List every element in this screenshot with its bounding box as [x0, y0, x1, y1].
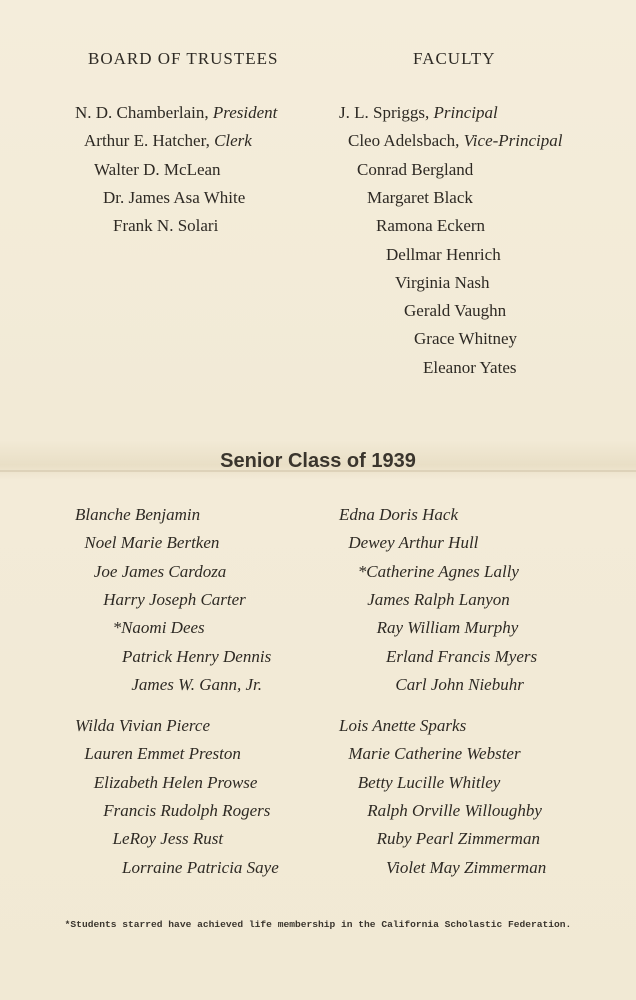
student-name: Francis Rudolph Rogers: [103, 800, 271, 820]
faculty-member: [376, 216, 485, 236]
faculty-member-name: Virginia Nash: [395, 272, 490, 292]
student-name: Blanche Benjamin: [75, 505, 201, 524]
student-name: *Naomi Dees: [112, 618, 205, 638]
student-name: Ruby Pearl Zimmerman: [376, 829, 540, 849]
faculty-member: [367, 188, 473, 208]
faculty-member-name: Ramona Eckern: [376, 216, 486, 236]
student-name: Lauren Emmet Preston: [84, 744, 241, 764]
faculty-member-name: Cleo Adelsbach,: [348, 131, 460, 151]
trustee-member-name: N. D. Chamberlain,: [75, 103, 209, 122]
student-name: Ray William Murphy: [376, 618, 519, 638]
student-name: Erland Francis Myers: [386, 646, 538, 666]
faculty-member: [339, 103, 498, 123]
faculty-member: [395, 273, 490, 293]
student-name: *Catherine Agnes Lally: [357, 561, 519, 581]
trustee-member-name: Frank N. Solari: [113, 216, 219, 236]
student-name: Edna Doris Hack: [339, 505, 458, 524]
faculty-member-name: Dellmar Henrich: [386, 244, 501, 264]
faculty-member: [404, 301, 506, 321]
footnote: *Students starred have achieved life membership in the California Scholastic Federation.: [64, 919, 572, 930]
board-of-trustees-heading: BOARD OF TRUSTEES: [88, 49, 279, 68]
student-name: Joe James Cardoza: [93, 561, 227, 581]
trustee-member: [75, 103, 277, 123]
student-name: Harry Joseph Carter: [103, 589, 246, 609]
student-name: Carl John Niebuhr: [395, 674, 524, 694]
trustee-member-name: Dr. James Asa White: [103, 187, 246, 207]
trustee-member: [103, 188, 245, 208]
student-name: Lois Anette Sparks: [339, 716, 467, 735]
student-name: LeRoy Jess Rust: [112, 829, 224, 849]
trustee-member-title: Clerk: [214, 131, 252, 151]
faculty-member-name: Grace Whitney: [414, 329, 518, 349]
faculty-member-title: Principal: [433, 103, 498, 122]
student-name: Elizabeth Helen Prowse: [93, 772, 258, 792]
student-name: Marie Catherine Webster: [348, 744, 521, 764]
faculty-member-name: Gerald Vaughn: [404, 301, 507, 321]
faculty-member: [357, 160, 473, 180]
trustee-member-name: Walter D. McLean: [94, 159, 221, 179]
student-name: Patrick Henry Dennis: [122, 646, 272, 666]
student-name: James Ralph Lanyon: [367, 589, 510, 609]
student-name: Ralph Orville Willoughby: [367, 800, 542, 820]
student-name: Betty Lucille Whitley: [357, 772, 501, 792]
trustee-member-name: Arthur E. Hatcher,: [84, 131, 210, 151]
faculty-member: [386, 245, 501, 265]
faculty-member-name: Margaret Black: [367, 187, 473, 207]
student-name: Dewey Arthur Hull: [348, 533, 479, 553]
student-name: Noel Marie Bertken: [84, 533, 220, 553]
faculty-member-name: Eleanor Yates: [423, 357, 517, 377]
faculty-member-name: Conrad Bergland: [357, 159, 474, 179]
faculty-member-name: J. L. Spriggs,: [339, 103, 430, 122]
trustee-member-title: President: [212, 103, 278, 122]
student-name: Lorraine Patricia Saye: [122, 857, 279, 877]
faculty-member: [348, 131, 562, 151]
faculty-member: [414, 329, 517, 349]
senior-class-title: Senior Class of 1939: [220, 450, 416, 472]
trustee-member: [94, 160, 221, 180]
trustee-member: [113, 216, 218, 236]
student-name: Violet May Zimmerman: [386, 857, 547, 877]
faculty-heading: FACULTY: [413, 49, 496, 68]
faculty-member-title: Vice-Principal: [463, 131, 563, 151]
student-name: James W. Gann, Jr.: [131, 674, 263, 694]
faculty-member: [423, 358, 516, 378]
trustee-member: [84, 131, 252, 151]
student-name: Wilda Vivian Pierce: [75, 716, 211, 735]
